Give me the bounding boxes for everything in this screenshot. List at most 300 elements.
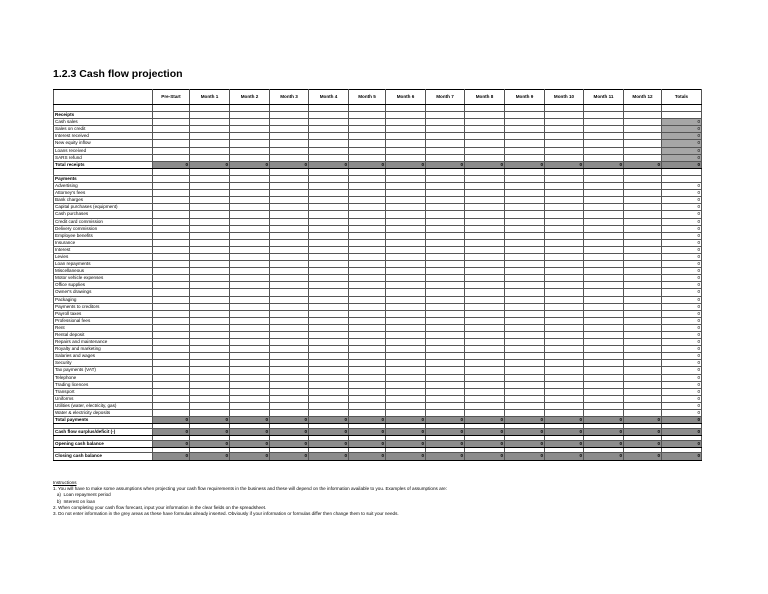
input-cell[interactable] [624,381,662,388]
input-cell[interactable] [545,246,584,253]
input-cell[interactable] [624,346,662,353]
input-cell[interactable] [309,360,349,367]
input-cell[interactable] [426,183,465,190]
input-cell[interactable] [584,140,624,147]
input-cell[interactable] [386,147,426,154]
input-cell[interactable] [505,324,545,331]
input-cell[interactable] [465,261,505,268]
input-cell[interactable] [230,303,270,310]
input-cell[interactable] [386,232,426,239]
input-cell[interactable] [190,395,230,402]
input-cell[interactable] [505,303,545,310]
input-cell[interactable] [505,374,545,381]
input-cell[interactable] [190,183,230,190]
input-cell[interactable] [545,296,584,303]
input-cell[interactable] [386,246,426,253]
input-cell[interactable] [545,360,584,367]
input-cell[interactable] [624,353,662,360]
input-cell[interactable] [465,268,505,275]
input-cell[interactable] [190,374,230,381]
input-cell[interactable] [465,282,505,289]
input-cell[interactable] [426,133,465,140]
input-cell[interactable] [270,388,309,395]
input-cell[interactable] [386,289,426,296]
input-cell[interactable] [465,147,505,154]
input-cell[interactable] [505,317,545,324]
input-cell[interactable] [505,119,545,126]
input-cell[interactable] [426,261,465,268]
input-cell[interactable] [584,275,624,282]
input-cell[interactable] [545,346,584,353]
input-cell[interactable] [545,140,584,147]
input-cell[interactable] [465,410,505,417]
input-cell[interactable] [230,339,270,346]
input-cell[interactable] [309,381,349,388]
input-cell[interactable] [153,346,190,353]
input-cell[interactable] [584,147,624,154]
input-cell[interactable] [584,310,624,317]
input-cell[interactable] [386,310,426,317]
input-cell[interactable] [624,126,662,133]
input-cell[interactable] [465,239,505,246]
input-cell[interactable] [230,133,270,140]
input-cell[interactable] [230,197,270,204]
input-cell[interactable] [190,310,230,317]
input-cell[interactable] [545,381,584,388]
input-cell[interactable] [309,388,349,395]
input-cell[interactable] [386,239,426,246]
input-cell[interactable] [230,253,270,260]
input-cell[interactable] [465,197,505,204]
input-cell[interactable] [270,346,309,353]
input-cell[interactable] [584,268,624,275]
input-cell[interactable] [349,360,386,367]
input-cell[interactable] [426,310,465,317]
input-cell[interactable] [270,133,309,140]
input-cell[interactable] [153,154,190,161]
input-cell[interactable] [386,190,426,197]
input-cell[interactable] [426,374,465,381]
input-cell[interactable] [624,332,662,339]
input-cell[interactable] [465,317,505,324]
input-cell[interactable] [426,282,465,289]
input-cell[interactable] [386,374,426,381]
input-cell[interactable] [426,346,465,353]
input-cell[interactable] [545,225,584,232]
input-cell[interactable] [584,332,624,339]
input-cell[interactable] [270,402,309,409]
input-cell[interactable] [190,303,230,310]
input-cell[interactable] [426,381,465,388]
input-cell[interactable] [270,154,309,161]
input-cell[interactable] [230,388,270,395]
input-cell[interactable] [309,410,349,417]
input-cell[interactable] [465,303,505,310]
input-cell[interactable] [584,261,624,268]
input-cell[interactable] [505,388,545,395]
input-cell[interactable] [426,332,465,339]
input-cell[interactable] [309,204,349,211]
input-cell[interactable] [270,147,309,154]
input-cell[interactable] [349,246,386,253]
input-cell[interactable] [190,147,230,154]
input-cell[interactable] [584,402,624,409]
input-cell[interactable] [624,303,662,310]
input-cell[interactable] [465,211,505,218]
input-cell[interactable] [545,339,584,346]
input-cell[interactable] [584,204,624,211]
input-cell[interactable] [190,388,230,395]
input-cell[interactable] [386,395,426,402]
input-cell[interactable] [309,296,349,303]
input-cell[interactable] [349,183,386,190]
input-cell[interactable] [505,282,545,289]
input-cell[interactable] [309,119,349,126]
input-cell[interactable] [624,204,662,211]
input-cell[interactable] [465,324,505,331]
input-cell[interactable] [309,211,349,218]
input-cell[interactable] [386,339,426,346]
input-cell[interactable] [309,140,349,147]
input-cell[interactable] [270,410,309,417]
input-cell[interactable] [230,296,270,303]
input-cell[interactable] [153,275,190,282]
input-cell[interactable] [190,211,230,218]
input-cell[interactable] [624,402,662,409]
input-cell[interactable] [153,126,190,133]
input-cell[interactable] [505,332,545,339]
input-cell[interactable] [309,190,349,197]
input-cell[interactable] [386,154,426,161]
input-cell[interactable] [426,190,465,197]
input-cell[interactable] [545,303,584,310]
input-cell[interactable] [270,204,309,211]
input-cell[interactable] [309,126,349,133]
input-cell[interactable] [465,232,505,239]
input-cell[interactable] [153,395,190,402]
input-cell[interactable] [584,232,624,239]
input-cell[interactable] [270,317,309,324]
input-cell[interactable] [426,410,465,417]
input-cell[interactable] [505,232,545,239]
input-cell[interactable] [349,324,386,331]
input-cell[interactable] [309,133,349,140]
input-cell[interactable] [505,346,545,353]
input-cell[interactable] [465,360,505,367]
input-cell[interactable] [349,232,386,239]
input-cell[interactable] [309,324,349,331]
input-cell[interactable] [505,225,545,232]
input-cell[interactable] [624,147,662,154]
input-cell[interactable] [309,395,349,402]
input-cell[interactable] [624,360,662,367]
input-cell[interactable] [465,346,505,353]
input-cell[interactable] [624,367,662,374]
input-cell[interactable] [190,225,230,232]
input-cell[interactable] [545,374,584,381]
input-cell[interactable] [153,232,190,239]
input-cell[interactable] [545,317,584,324]
input-cell[interactable] [386,353,426,360]
input-cell[interactable] [153,246,190,253]
input-cell[interactable] [584,303,624,310]
input-cell[interactable] [465,275,505,282]
input-cell[interactable] [349,388,386,395]
input-cell[interactable] [426,395,465,402]
input-cell[interactable] [426,140,465,147]
input-cell[interactable] [230,282,270,289]
input-cell[interactable] [426,367,465,374]
input-cell[interactable] [230,395,270,402]
input-cell[interactable] [465,289,505,296]
input-cell[interactable] [190,204,230,211]
input-cell[interactable] [153,410,190,417]
input-cell[interactable] [545,282,584,289]
input-cell[interactable] [190,360,230,367]
input-cell[interactable] [190,190,230,197]
input-cell[interactable] [153,310,190,317]
input-cell[interactable] [349,119,386,126]
input-cell[interactable] [624,261,662,268]
input-cell[interactable] [624,388,662,395]
input-cell[interactable] [270,119,309,126]
input-cell[interactable] [584,410,624,417]
input-cell[interactable] [230,239,270,246]
input-cell[interactable] [465,353,505,360]
input-cell[interactable] [230,204,270,211]
input-cell[interactable] [309,310,349,317]
input-cell[interactable] [465,395,505,402]
input-cell[interactable] [270,253,309,260]
input-cell[interactable] [584,317,624,324]
input-cell[interactable] [505,353,545,360]
input-cell[interactable] [545,388,584,395]
input-cell[interactable] [386,183,426,190]
input-cell[interactable] [349,225,386,232]
input-cell[interactable] [190,289,230,296]
input-cell[interactable] [153,183,190,190]
input-cell[interactable] [465,154,505,161]
input-cell[interactable] [190,332,230,339]
input-cell[interactable] [624,275,662,282]
input-cell[interactable] [545,190,584,197]
input-cell[interactable] [545,197,584,204]
input-cell[interactable] [584,381,624,388]
input-cell[interactable] [153,381,190,388]
input-cell[interactable] [349,197,386,204]
input-cell[interactable] [426,317,465,324]
input-cell[interactable] [584,253,624,260]
input-cell[interactable] [584,388,624,395]
input-cell[interactable] [153,332,190,339]
input-cell[interactable] [349,374,386,381]
input-cell[interactable] [426,154,465,161]
input-cell[interactable] [386,218,426,225]
input-cell[interactable] [624,183,662,190]
input-cell[interactable] [505,367,545,374]
input-cell[interactable] [584,346,624,353]
input-cell[interactable] [270,218,309,225]
input-cell[interactable] [270,239,309,246]
input-cell[interactable] [349,268,386,275]
input-cell[interactable] [349,381,386,388]
input-cell[interactable] [584,395,624,402]
input-cell[interactable] [505,246,545,253]
input-cell[interactable] [153,402,190,409]
input-cell[interactable] [545,268,584,275]
input-cell[interactable] [190,282,230,289]
input-cell[interactable] [349,275,386,282]
input-cell[interactable] [230,410,270,417]
input-cell[interactable] [349,282,386,289]
input-cell[interactable] [624,289,662,296]
input-cell[interactable] [386,133,426,140]
input-cell[interactable] [230,353,270,360]
input-cell[interactable] [230,211,270,218]
input-cell[interactable] [230,360,270,367]
input-cell[interactable] [545,133,584,140]
input-cell[interactable] [153,268,190,275]
input-cell[interactable] [584,374,624,381]
input-cell[interactable] [624,310,662,317]
input-cell[interactable] [624,296,662,303]
input-cell[interactable] [584,289,624,296]
input-cell[interactable] [230,246,270,253]
input-cell[interactable] [349,310,386,317]
input-cell[interactable] [190,232,230,239]
input-cell[interactable] [386,261,426,268]
input-cell[interactable] [505,268,545,275]
input-cell[interactable] [270,140,309,147]
input-cell[interactable] [153,261,190,268]
input-cell[interactable] [545,353,584,360]
input-cell[interactable] [309,197,349,204]
input-cell[interactable] [386,204,426,211]
input-cell[interactable] [505,183,545,190]
input-cell[interactable] [505,410,545,417]
input-cell[interactable] [230,332,270,339]
input-cell[interactable] [465,119,505,126]
input-cell[interactable] [465,367,505,374]
input-cell[interactable] [584,246,624,253]
input-cell[interactable] [309,317,349,324]
input-cell[interactable] [270,374,309,381]
input-cell[interactable] [190,253,230,260]
input-cell[interactable] [309,232,349,239]
input-cell[interactable] [624,339,662,346]
input-cell[interactable] [545,402,584,409]
input-cell[interactable] [230,381,270,388]
input-cell[interactable] [349,346,386,353]
input-cell[interactable] [426,239,465,246]
input-cell[interactable] [505,140,545,147]
input-cell[interactable] [309,339,349,346]
input-cell[interactable] [309,367,349,374]
input-cell[interactable] [153,140,190,147]
input-cell[interactable] [349,289,386,296]
input-cell[interactable] [230,140,270,147]
input-cell[interactable] [505,154,545,161]
input-cell[interactable] [386,296,426,303]
input-cell[interactable] [426,232,465,239]
input-cell[interactable] [584,360,624,367]
input-cell[interactable] [230,147,270,154]
input-cell[interactable] [505,253,545,260]
input-cell[interactable] [230,218,270,225]
input-cell[interactable] [505,289,545,296]
input-cell[interactable] [349,395,386,402]
input-cell[interactable] [270,261,309,268]
input-cell[interactable] [190,119,230,126]
input-cell[interactable] [349,332,386,339]
input-cell[interactable] [426,353,465,360]
input-cell[interactable] [505,360,545,367]
input-cell[interactable] [153,317,190,324]
input-cell[interactable] [270,381,309,388]
input-cell[interactable] [386,332,426,339]
input-cell[interactable] [230,374,270,381]
input-cell[interactable] [309,275,349,282]
input-cell[interactable] [190,261,230,268]
input-cell[interactable] [426,197,465,204]
input-cell[interactable] [309,289,349,296]
input-cell[interactable] [505,204,545,211]
input-cell[interactable] [584,218,624,225]
input-cell[interactable] [153,239,190,246]
input-cell[interactable] [584,211,624,218]
input-cell[interactable] [386,381,426,388]
input-cell[interactable] [465,402,505,409]
input-cell[interactable] [545,218,584,225]
input-cell[interactable] [624,225,662,232]
input-cell[interactable] [624,246,662,253]
input-cell[interactable] [349,339,386,346]
input-cell[interactable] [270,211,309,218]
input-cell[interactable] [426,289,465,296]
input-cell[interactable] [270,395,309,402]
input-cell[interactable] [505,147,545,154]
input-cell[interactable] [465,374,505,381]
input-cell[interactable] [153,339,190,346]
input-cell[interactable] [349,154,386,161]
input-cell[interactable] [505,197,545,204]
input-cell[interactable] [270,303,309,310]
input-cell[interactable] [270,324,309,331]
input-cell[interactable] [349,190,386,197]
input-cell[interactable] [270,275,309,282]
input-cell[interactable] [584,133,624,140]
input-cell[interactable] [624,239,662,246]
input-cell[interactable] [309,246,349,253]
input-cell[interactable] [153,360,190,367]
input-cell[interactable] [190,367,230,374]
input-cell[interactable] [230,225,270,232]
input-cell[interactable] [349,218,386,225]
input-cell[interactable] [309,147,349,154]
input-cell[interactable] [426,303,465,310]
input-cell[interactable] [505,310,545,317]
input-cell[interactable] [386,140,426,147]
input-cell[interactable] [349,147,386,154]
input-cell[interactable] [153,253,190,260]
input-cell[interactable] [153,303,190,310]
input-cell[interactable] [505,261,545,268]
input-cell[interactable] [426,360,465,367]
input-cell[interactable] [624,317,662,324]
input-cell[interactable] [505,395,545,402]
input-cell[interactable] [386,126,426,133]
input-cell[interactable] [190,381,230,388]
